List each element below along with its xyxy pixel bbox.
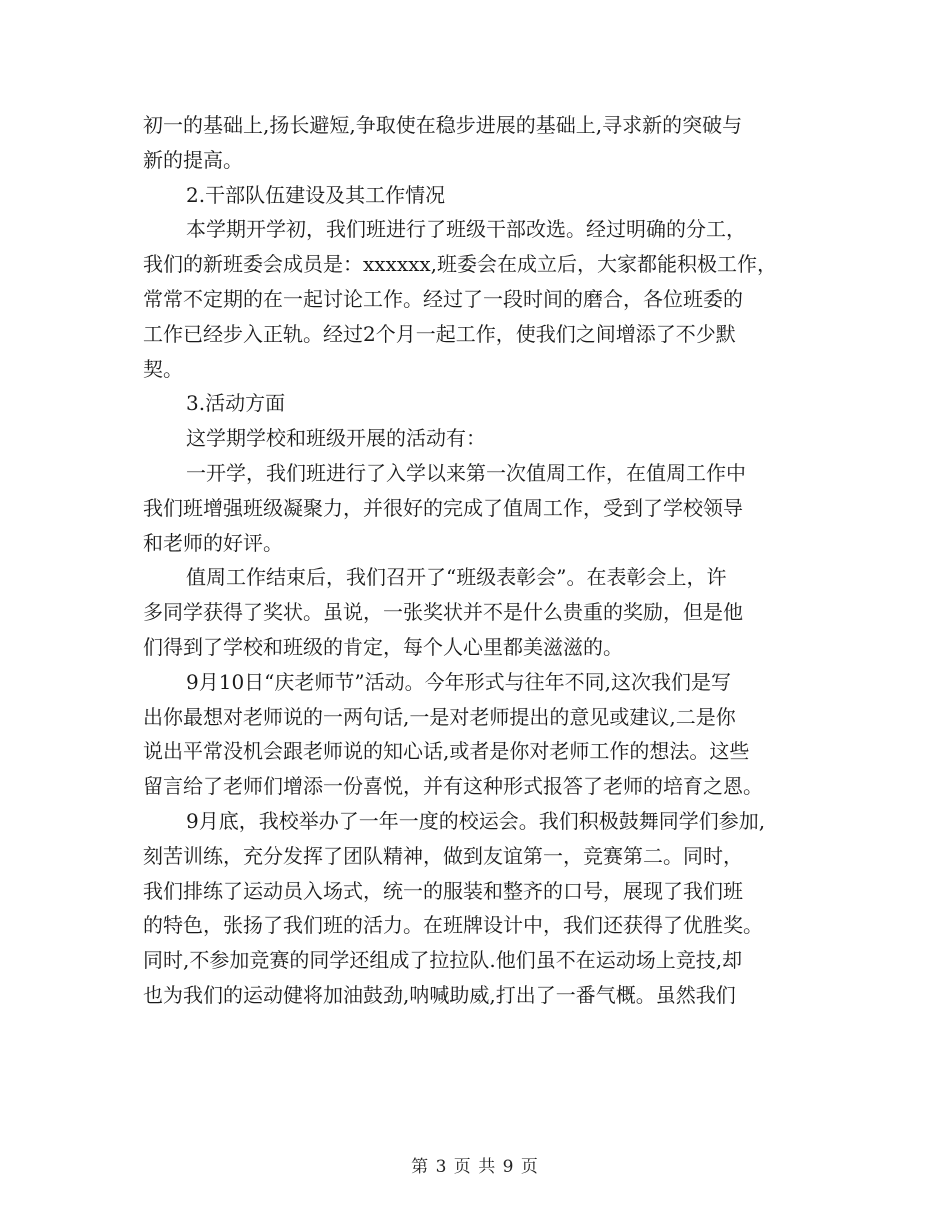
text-line: 初一的基础上,扬长避短,争取使在稳步进展的基础上,寻求新的突破与: [143, 113, 743, 137]
text-line: 2.干部队伍建设及其工作情况: [186, 182, 446, 207]
document-body: [143, 108, 833, 1013]
text-line: 新的提高。: [143, 147, 243, 172]
text-line: 一开学，我们班进行了入学以来第一次值周工作，在值周工作中: [186, 460, 746, 485]
text-line: 们得到了学校和班级的肯定，每个人心里都美滋滋的。: [143, 634, 623, 659]
text-line: 常常不定期的在一起讨论工作。经过了一段时间的磨合，各位班委的: [143, 286, 743, 311]
text-line: 留言给了老师们增添一份喜悦，并有这种形式报答了老师的培育之恩。: [143, 774, 763, 799]
text-line: 9月底，我校举办了一年一度的校运会。我们积极鼓舞同学们参加,: [186, 808, 766, 833]
text-line: 我们的新班委会成员是：xxxxxx,班委会在成立后，大家都能积极工作，: [143, 252, 778, 277]
text-line: 9月10日“庆老师节”活动。今年形式与往年不同,这次我们是写: [186, 669, 731, 694]
text-line: 说出平常没机会跟老师说的知心话,或者是你对老师工作的想法。这些: [143, 739, 750, 764]
text-line: 我们班增强班级凝聚力，并很好的完成了值周工作，受到了学校领导: [143, 495, 743, 520]
text-line: 和老师的好评。: [143, 530, 283, 555]
text-line: 的特色，张扬了我们班的活力。在班牌设计中，我们还获得了优胜奖。: [143, 913, 763, 938]
text-line: 出你最想对老师说的一两句话,一是对老师提出的意见或建议,二是你: [143, 704, 736, 729]
text-line: 工作已经步入正轨。经过2个月一起工作，使我们之间增添了不少默: [143, 321, 736, 346]
text-line: 我们排练了运动员入场式，统一的服装和整齐的口号，展现了我们班: [143, 878, 743, 903]
text-line: 3.活动方面: [186, 391, 286, 416]
text-line: 本学期开学初，我们班进行了班级干部改选。经过明确的分工，: [186, 217, 746, 242]
text-line: 契。: [143, 356, 183, 381]
text-line: 多同学获得了奖状。虽说，一张奖状并不是什么贵重的奖励，但是他: [143, 600, 743, 625]
text-line: 同时,不参加竞赛的同学还组成了拉拉队.他们虽不在运动场上竞技,却: [143, 948, 743, 973]
text-line: 也为我们的运动健将加油鼓劲,呐喊助威,打出了一番气概。虽然我们: [143, 982, 736, 1007]
page-number: 第 3 页 共 9 页: [411, 1157, 539, 1177]
text-line: 刻苦训练，充分发挥了团队精神，做到友谊第一，竞赛第二。同时，: [143, 843, 743, 868]
text-line: 这学期学校和班级开展的活动有：: [186, 426, 486, 451]
text-line: 值周工作结束后，我们召开了“班级表彰会”。在表彰会上，许: [186, 565, 727, 590]
